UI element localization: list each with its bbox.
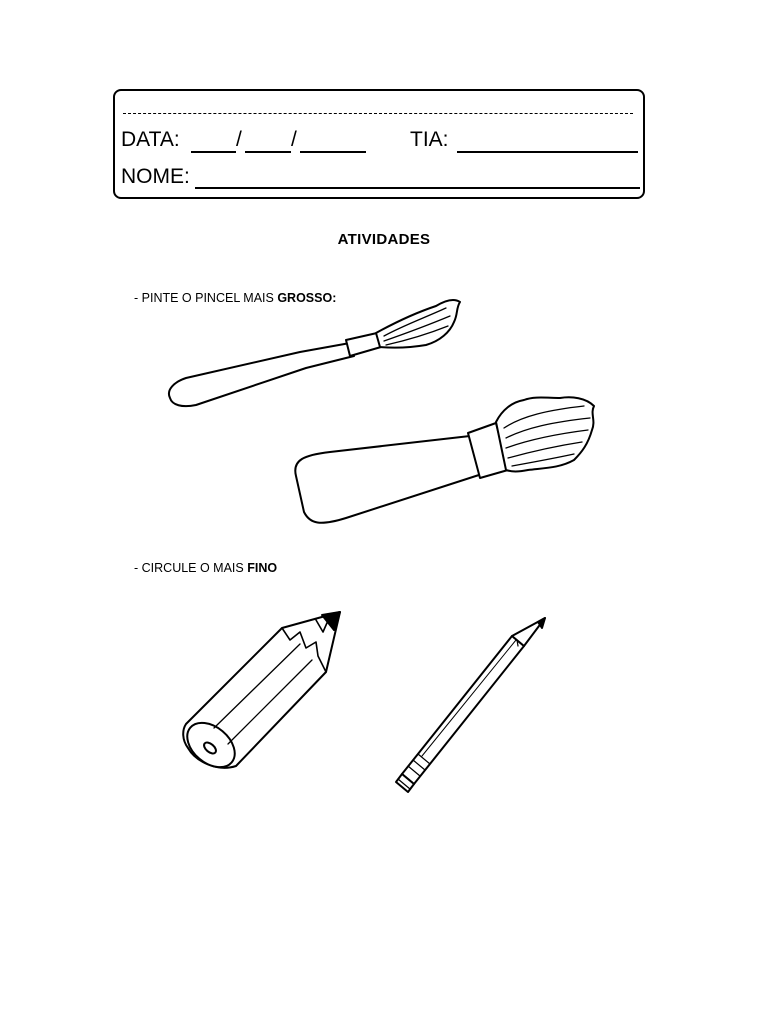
date-separator: /: [236, 128, 242, 151]
thin-paintbrush-icon[interactable]: [169, 300, 460, 406]
teacher-label: TIA:: [410, 128, 449, 151]
date-separator: /: [291, 128, 297, 151]
instruction-paint: - PINTE O PINCEL MAIS GROSSO:: [134, 291, 337, 305]
thin-pencil-icon[interactable]: [396, 618, 545, 792]
instruction-circle: - CIRCULE O MAIS FINO: [134, 561, 278, 575]
date-label: DATA:: [121, 128, 180, 151]
name-label: NOME:: [121, 165, 190, 188]
page-title: ATIVIDADES: [337, 231, 431, 248]
thick-paintbrush-icon[interactable]: [295, 397, 594, 523]
thick-pencil-icon[interactable]: [179, 612, 340, 776]
